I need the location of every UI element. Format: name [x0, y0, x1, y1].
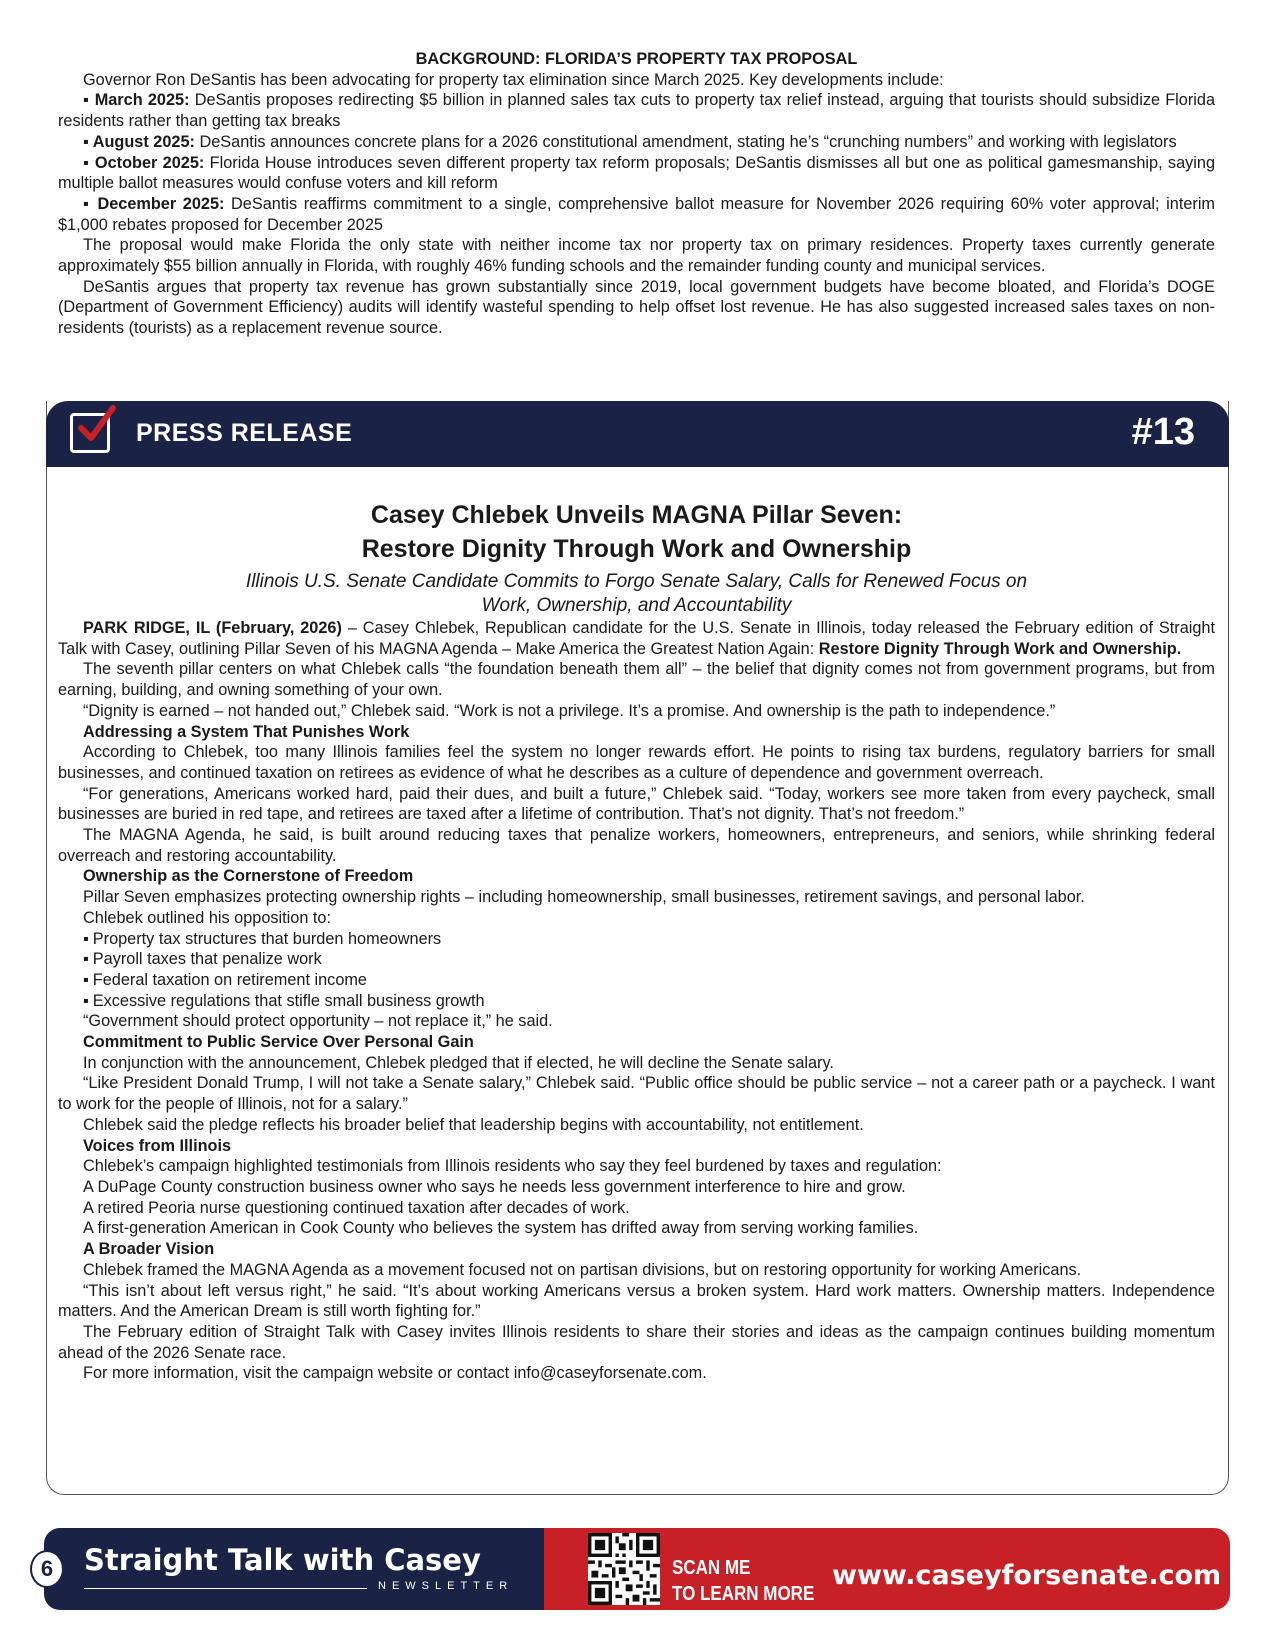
headline: Restore Dignity Through Work and Ownership: [361, 535, 912, 563]
press-release-label: PRESS RELEASE: [136, 419, 353, 447]
list-item: ▪ Payroll taxes that penalize work: [83, 950, 322, 969]
paragraph: Chlebek outlined his opposition to:: [83, 908, 332, 927]
qr-code-icon[interactable]: [588, 1533, 660, 1605]
paragraph: “Government should protect opportunity – not replace it,” he said.: [83, 1012, 553, 1031]
paragraph: “For generations, Americans worked hard, paid their dues, and built a future,” Chlebek said. “Today, workers see more taken from every paycheck, small businesses are buried in red tape, and retirees are taxed after a lifetime of contribution. That’s not dignity. That’s not freedom.”: [58, 784, 1215, 824]
paragraph: In conjunction with the announcement, Chlebek pledged that if elected, he will decline the Senate salary.: [83, 1053, 834, 1072]
paragraph: “Like President Donald Trump, I will not take a Senate salary,” Chlebek said. “Public office should be public service – not a career path or a paycheck. I want to work for the people of Illinois, not for a salary.”: [58, 1074, 1215, 1114]
background-intro: Governor Ron DeSantis has been advocating for property tax elimination since March 2025. Key developments include:: [83, 70, 944, 89]
lead-paragraph: PARK RIDGE, IL (February, 2026) – Casey Chlebek, Republican candidate for the U.S. Senate in Illinois, today released the February edition of Straight Talk with Casey, outlining Pillar Seven of his MAGNA Agenda – Make America the Greatest Nation Again: Restore Dignity Through Work and Ownership.: [58, 619, 1216, 658]
paragraph: “Dignity is earned – not handed out,” Chlebek said. “Work is not a privilege. It’s a promise. And ownership is the path to independence.”: [83, 701, 1056, 720]
press-release-content: [58, 498, 1215, 1384]
paragraph: The February edition of Straight Talk with Casey invites Illinois residents to share their stories and ideas as the campaign continues building momentum ahead of the 2026 Senate race.: [58, 1322, 1215, 1362]
paragraph: “This isn’t about left versus right,” he said. “It’s about working Americans versus a broken system. Hard work matters. Ownership matters. Independence matters. And the American Dream is still worth fighting for.”: [58, 1281, 1215, 1321]
paragraph: The seventh pillar centers on what Chlebek calls “the foundation beneath them all” – the belief that dignity comes not from government programs, but from earning, building, and owning something of your own.: [58, 660, 1215, 700]
dateline: PARK RIDGE, IL (February, 2026): [83, 619, 342, 637]
list-item: ▪ Property tax structures that burden homeowners: [83, 929, 442, 948]
paragraph: For more information, visit the campaign website or contact info@caseyforsenate.com.: [83, 1364, 707, 1383]
paragraph: Chlebek framed the MAGNA Agenda as a movement focused not on partisan divisions, but on restoring opportunity for working Americans.: [83, 1260, 1082, 1279]
subheadline: Work, Ownership, and Accountability: [481, 595, 792, 616]
divider: [84, 1588, 367, 1589]
background-paragraph: The proposal would make Florida the only state with neither income tax nor property tax on primary residences. Property taxes currently generate approximately $55 billion annually in Florida, with roughly 46% funding schools and the remainder funding county and municipal services.: [58, 236, 1215, 276]
background-title: BACKGROUND: FLORIDA’S PROPERTY TAX PROPOSAL: [415, 50, 858, 68]
website-link[interactable]: www.caseyforsenate.com: [832, 1560, 1222, 1591]
section-heading: Addressing a System That Punishes Work: [83, 722, 410, 741]
list-item: ▪ Federal taxation on retirement income: [83, 970, 367, 989]
background-item: ▪ December 2025: DeSantis reaffirms commitment to a single, comprehensive ballot measure for November 2026 requiring 60% voter approval; interim $1,000 rebates proposed for December 2025: [58, 194, 1215, 234]
paragraph: A DuPage County construction business owner who says he needs less government interference to hire and grow.: [83, 1177, 906, 1196]
list-item: ▪ Excessive regulations that stifle small business growth: [83, 991, 485, 1010]
background-section: [58, 49, 1215, 339]
scan-me-text: SCAN ME TO LEARN MORE: [672, 1557, 815, 1605]
newsletter-name: Straight Talk with Casey: [84, 1543, 481, 1577]
headline: Casey Chlebek Unveils MAGNA Pillar Seven:: [370, 501, 903, 529]
section-heading: A Broader Vision: [83, 1240, 215, 1259]
background-item: ▪ August 2025: DeSantis announces concrete plans for a 2026 constitutional amendment, stating he’s “crunching numbers” and working with legislators: [83, 132, 1177, 151]
paragraph: According to Chlebek, too many Illinois families feel the system no longer rewards effort. He points to rising tax burdens, regulatory barriers for small businesses, and continued taxation on retirees as evidence of what he describes as a culture of dependence and government overreach.: [58, 743, 1215, 782]
press-release-banner: [46, 401, 1229, 467]
paragraph: The MAGNA Agenda, he said, is built around reducing taxes that penalize workers, homeowners, entrepreneurs, and seniors, while shrinking federal overreach and restoring accountability.: [58, 826, 1215, 865]
section-heading: Ownership as the Cornerstone of Freedom: [83, 867, 414, 886]
paragraph: Chlebek’s campaign highlighted testimonials from Illinois residents who say they feel burdened by taxes and regulation:: [83, 1157, 942, 1176]
press-release-number: #13: [1131, 411, 1195, 453]
newsletter-subtitle: NEWSLETTER: [378, 1580, 514, 1592]
paragraph: A first-generation American in Cook County who believes the system has drifted away from serving working families.: [83, 1219, 919, 1238]
background-item: ▪ October 2025: Florida House introduces seven different property tax reform proposals; DeSantis dismisses all but one as political gamesmanship, saying multiple ballot measures would confuse voters and kill reform: [58, 153, 1215, 193]
subheadline: Illinois U.S. Senate Candidate Commits to Forgo Senate Salary, Calls for Renewed Focus on: [245, 571, 1028, 592]
checkbox-icon: [70, 413, 110, 453]
section-heading: Commitment to Public Service Over Personal Gain: [83, 1033, 474, 1052]
paragraph: Chlebek said the pledge reflects his broader belief that leadership begins with accountability, not entitlement.: [83, 1115, 864, 1134]
section-heading: Voices from Illinois: [83, 1136, 232, 1155]
page-number: 6: [30, 1550, 64, 1588]
paragraph: A retired Peoria nurse questioning continued taxation after decades of work.: [83, 1198, 630, 1217]
paragraph: Pillar Seven emphasizes protecting ownership rights – including homeownership, small businesses, retirement savings, and personal labor.: [83, 888, 1085, 907]
background-item: ▪ March 2025: DeSantis proposes redirecting $5 billion in planned sales tax cuts to property tax relief instead, arguing that tourists should subsidize Florida residents rather than getting tax breaks: [58, 91, 1216, 131]
background-paragraph: DeSantis argues that property tax revenue has grown substantially since 2019, local government budgets have become bloated, and Florida’s DOGE (Department of Government Efficiency) audits will identify wasteful spending to help offset lost revenue. He has also suggested increased sales taxes on non-residents (tourists) as a replacement revenue source.: [58, 277, 1215, 338]
